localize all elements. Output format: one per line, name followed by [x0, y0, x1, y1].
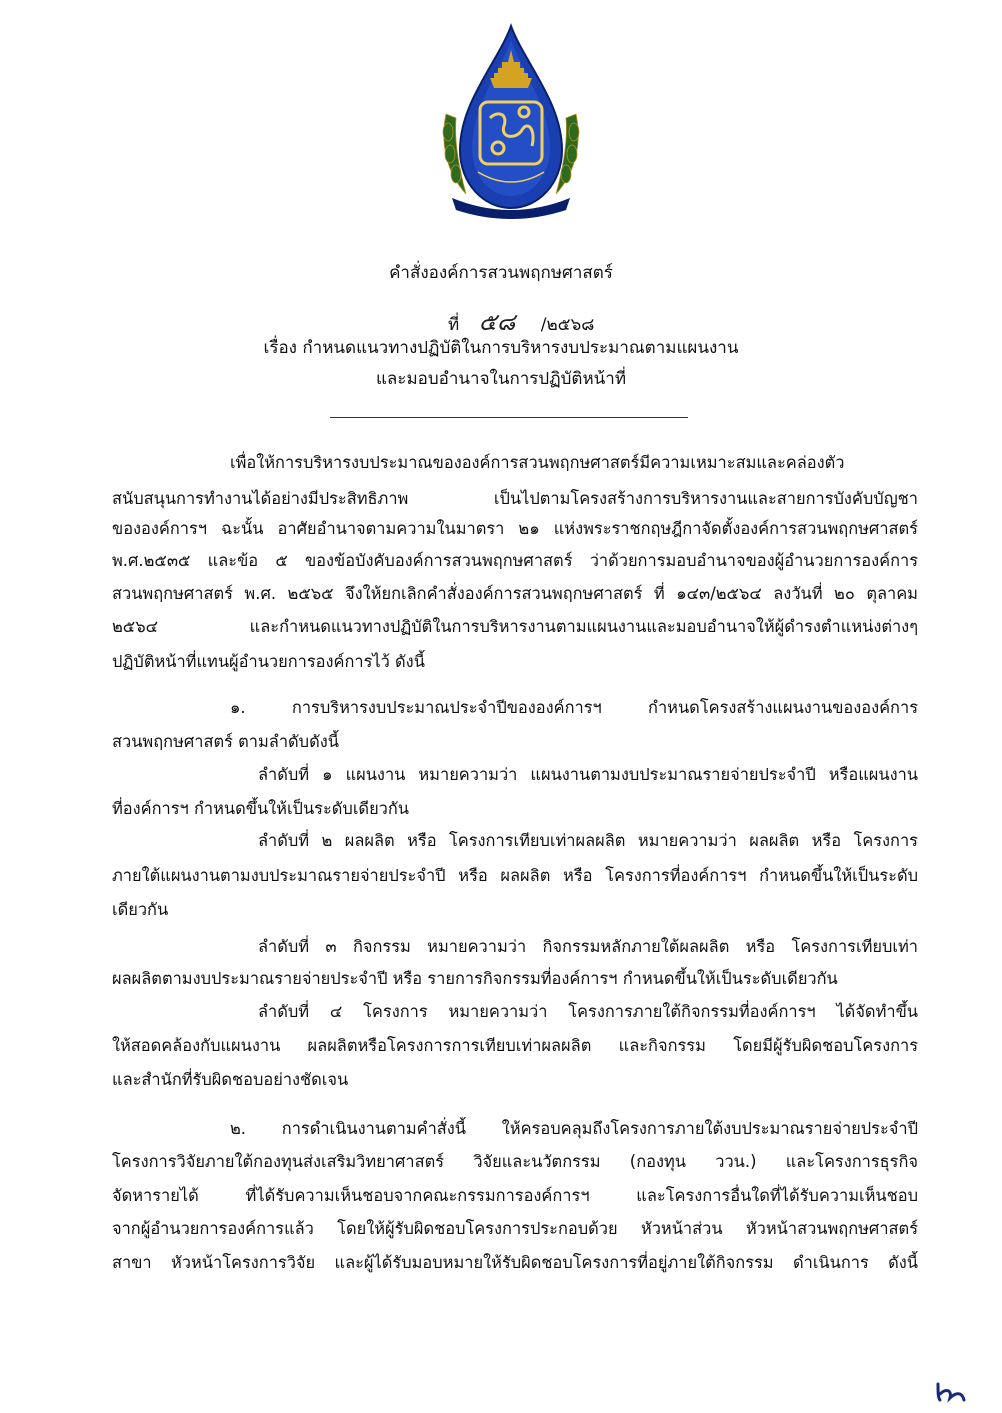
- body-line: ผลผลิตตามงบประมาณรายจ่ายประจำปี หรือ รายการกิจกรรมที่องค์การฯ กำหนดขึ้นให้เป็นระดับเดียวกัน: [112, 969, 838, 988]
- body-line: ๑. การบริหารงบประมาณประจำปีขององค์การฯ กำหนดโครงสร้างแผนงานขององค์การ: [230, 698, 918, 717]
- order-heading: คำสั่งองค์การสวนพฤกษศาสตร์: [389, 263, 613, 283]
- body-line: สนับสนุนการทำงานได้อย่างมีประสิทธิภาพ เป็นไปตามโครงสร้างการบริหารงานและสายการบังคับบัญชา: [112, 489, 918, 508]
- body-line: ขององค์การฯ ฉะนั้น อาศัยอำนาจตามความในมาตรา ๒๑ แห่งพระราชกฤษฎีกาจัดตั้งองค์การสวนพฤกษศาสตร์: [112, 519, 918, 538]
- body-line: และสำนักที่รับผิดชอบอย่างชัดเจน: [112, 1070, 349, 1089]
- body-line: สวนพฤกษศาสตร์ ตามลำดับดังนี้: [112, 732, 339, 751]
- subject-line-1: เรื่อง กำหนดแนวทางปฏิบัติในการบริหารงบประมาณตามแผนงาน: [263, 338, 739, 358]
- body-line: ที่องค์การฯ กำหนดขึ้นให้เป็นระดับเดียวกัน: [112, 799, 410, 818]
- body-line: ๒. การดำเนินงานตามคำสั่งนี้ ให้ครอบคลุมถึงโครงการภายใต้งบประมาณรายจ่ายประจำปี: [230, 1119, 918, 1138]
- handwritten-number: ๕๘: [478, 308, 516, 336]
- body-line: สวนพฤกษศาสตร์ พ.ศ. ๒๕๖๕ จึงให้ยกเลิกคำสั่งองค์การสวนพฤกษศาสตร์ ที่ ๑๔๓/๒๕๖๔ ลงวันที่ ๒๐ ตุลาคม: [112, 584, 918, 603]
- body-line: ลำดับที่ ๑ แผนงาน หมายความว่า แผนงานตามงบประมาณรายจ่ายประจำปี หรือแผนงาน: [258, 765, 918, 784]
- body-line: พ.ศ.๒๕๓๕ และข้อ ๕ ของข้อบังคับองค์การสวนพฤกษศาสตร์ ว่าด้วยการมอบอำนาจของผู้อำนวยการองค์การ: [112, 551, 918, 570]
- body-line: ลำดับที่ ๒ ผลผลิต หรือ โครงการเทียบเท่าผลผลิต หมายความว่า ผลผลิต หรือ โครงการ: [258, 831, 918, 850]
- body-line: เพื่อให้การบริหารงบประมาณขององค์การสวนพฤกษศาสตร์มีความเหมาะสมและคล่องตัว: [230, 453, 845, 472]
- number-prefix: ที่: [448, 315, 460, 335]
- body-line: ให้สอดคล้องกับแผนงาน ผลผลิตหรือโครงการการเทียบเท่าผลผลิต และกิจกรรม โดยมีผู้รับผิดชอบโครงการ: [112, 1036, 918, 1055]
- number-year: /๒๕๖๘: [540, 315, 595, 335]
- header-divider: [330, 417, 688, 418]
- organization-logo: [438, 22, 584, 220]
- body-line: โครงการวิจัยภายใต้กองทุนส่งเสริมวิทยาศาสตร์ วิจัยและนวัตกรรม (กองทุน ววน.) และโครงการธุรกิจ: [112, 1152, 918, 1171]
- body-line: ลำดับที่ ๔ โครงการ หมายความว่า โครงการภายใต้กิจกรรมที่องค์การฯ ได้จัดทำขึ้น: [258, 1002, 918, 1021]
- body-line: จากผู้อำนวยการองค์การแล้ว โดยให้ผู้รับผิดชอบโครงการประกอบด้วย หัวหน้าส่วน หัวหน้าสวนพฤกษศาสตร์: [112, 1219, 918, 1238]
- subject-line-2: และมอบอำนาจในการปฏิบัติหน้าที่: [375, 369, 627, 389]
- body-line: ภายใต้แผนงานตามงบประมาณรายจ่ายประจำปี หรือ ผลผลิต หรือ โครงการที่องค์การฯ กำหนดขึ้นให้เป็นระดับ: [112, 866, 918, 885]
- body-line: สาขา หัวหน้าโครงการวิจัย และผู้ได้รับมอบหมายให้รับผิดชอบโครงการที่อยู่ภายใต้กิจกรรม ดำเนินการ ดังนี้: [112, 1253, 918, 1272]
- body-line: ปฏิบัติหน้าที่แทนผู้อำนวยการองค์การไว้ ดังนี้: [112, 652, 425, 671]
- handwritten-initial-icon: [934, 1378, 968, 1404]
- body-line: ๒๕๖๔ และกำหนดแนวทางปฏิบัติในการบริหารงานตามแผนงานและมอบอำนาจให้ผู้ดำรงตำแหน่งต่างๆ: [112, 617, 918, 636]
- body-line: จัดหารายได้ ที่ได้รับความเห็นชอบจากคณะกรรมการองค์การฯ และโครงการอื่นใดที่ได้รับความเห็นชอบ: [112, 1186, 918, 1205]
- body-line: ลำดับที่ ๓ กิจกรรม หมายความว่า กิจกรรมหลักภายใต้ผลผลิต หรือ โครงการเทียบเท่า: [258, 937, 918, 956]
- order-number: [448, 302, 594, 341]
- body-line: เดียวกัน: [112, 900, 169, 919]
